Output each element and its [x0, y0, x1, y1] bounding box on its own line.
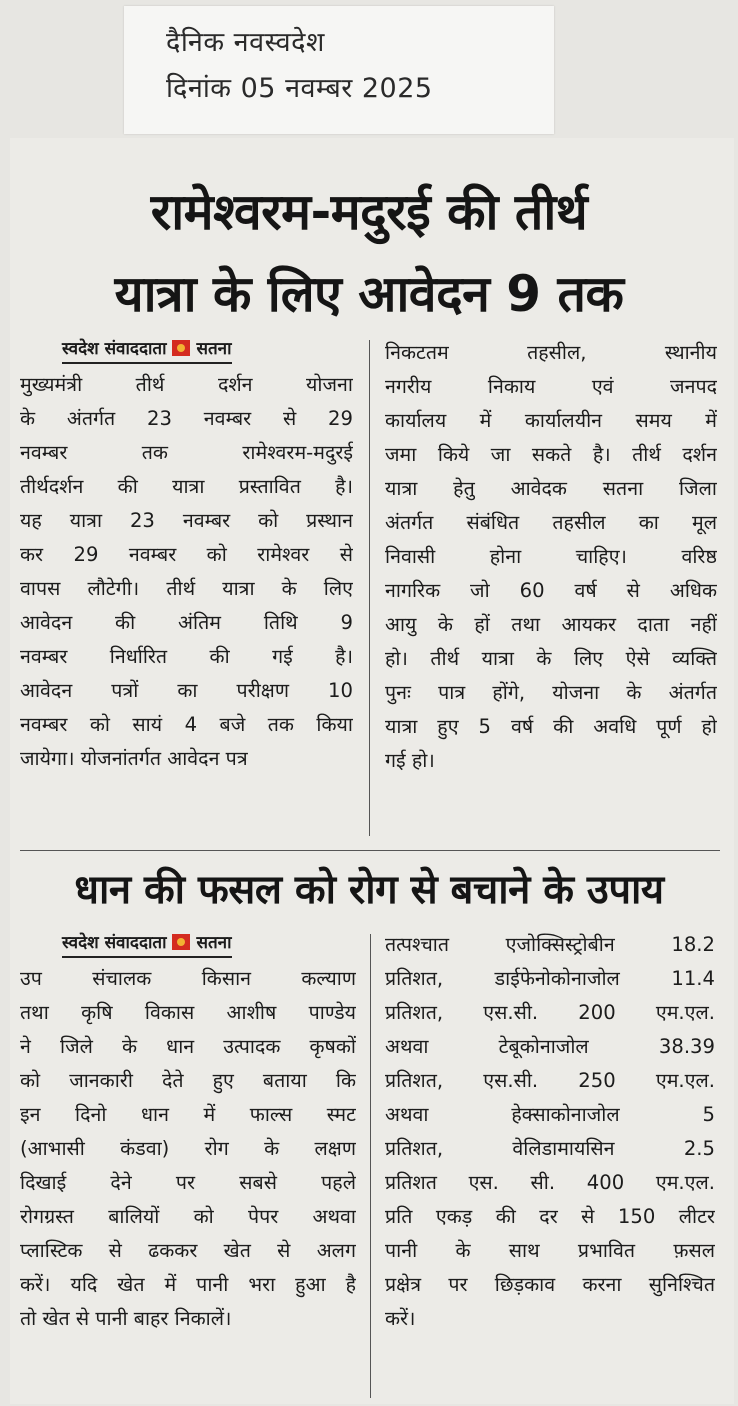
text-line: गई हो।	[385, 749, 435, 772]
text-line: वापस लौटेगी। तीर्थ यात्रा के लिए	[20, 577, 353, 600]
text-line: (आभासी कंडवा) रोग के लक्षण	[20, 1137, 356, 1160]
text-line: प्रतिशत, एस.सी. 250 एम.एल.	[385, 1069, 715, 1092]
article-separator	[20, 850, 720, 851]
text-line: हो। तीर्थ यात्रा के लिए ऐसे व्यक्ति	[385, 647, 717, 670]
text-line: आवेदन की अंतिम तिथि 9	[20, 611, 353, 634]
text-line: को जानकारी देते हुए बताया कि	[20, 1069, 356, 1092]
text-line: दिखाई देने पर सबसे पहले	[20, 1171, 356, 1194]
text-line: तथा कृषि विकास आशीष पाण्डेय	[20, 1001, 356, 1024]
text-line: आवेदन पत्रों का परीक्षण 10	[20, 679, 353, 702]
text-line: प्लास्टिक से ढककर खेत से अलग	[20, 1239, 356, 1262]
text-line: प्रतिशत, वेलिडामायसिन 2.5	[385, 1137, 715, 1160]
text-line: प्रतिशत, डाईफेनोकोनाजोल 11.4	[385, 967, 715, 990]
text-line: पानी के साथ प्रभावित फ़सल	[385, 1239, 715, 1262]
text-line: अथवा हेक्साकोनाजोल 5	[385, 1103, 715, 1126]
text-line: करें। यदि खेत में पानी भरा हुआ है	[20, 1273, 356, 1296]
article2-right-column	[385, 928, 715, 1336]
article2-byline	[62, 930, 232, 958]
text-line: नगरीय निकाय एवं जनपद	[385, 375, 717, 398]
text-line: यात्रा हेतु आवेदक सतना जिला	[385, 477, 717, 500]
text-line: निकटतम तहसील, स्थानीय	[385, 341, 717, 364]
text-line: नवम्बर को सायं 4 बजे तक किया	[20, 713, 353, 736]
article1-headline-line2: यात्रा के लिए आवेदन 9 तक	[114, 265, 624, 323]
article1-left-column	[20, 368, 353, 776]
article1-headline-line1: रामेश्वरम-मदुरई की तीर्थ	[150, 183, 588, 241]
text-line: मुख्यमंत्री तीर्थ दर्शन योजना	[20, 373, 353, 396]
text-line: अथवा टेबूकोनाजोल 38.39	[385, 1035, 715, 1058]
article1-byline	[62, 336, 232, 364]
column-divider	[370, 934, 371, 1398]
newspaper-name: दैनिक नवस्वदेश	[166, 27, 325, 58]
article1-right-column	[385, 336, 717, 778]
text-line: जायेगा। योजनांतर्गत आवेदन पत्र	[20, 747, 248, 770]
masthead-slip	[124, 6, 554, 134]
publication-date: दिनांक 05 नवम्बर 2025	[166, 73, 433, 104]
text-line: के अंतर्गत 23 नवम्बर से 29	[20, 407, 353, 430]
text-line: प्रति एकड़ की दर से 150 लीटर	[385, 1205, 715, 1228]
text-line: इन दिनो धान में फाल्स स्मट	[20, 1103, 356, 1126]
byline-reporter: स्वदेश संवाददाता	[62, 933, 167, 953]
text-line: यह यात्रा 23 नवम्बर को प्रस्थान	[20, 509, 353, 532]
text-line: नागरिक जो 60 वर्ष से अधिक	[385, 579, 717, 602]
text-line: ने जिले के धान उत्पादक कृषकों	[20, 1035, 356, 1058]
text-line: तो खेत से पानी बाहर निकालें।	[20, 1307, 232, 1330]
text-line: पुनः पात्र होंगे, योजना के अंतर्गत	[385, 681, 717, 704]
text-line: कार्यालय में कार्यालयीन समय में	[385, 409, 717, 432]
text-line: यात्रा हुए 5 वर्ष की अवधि पूर्ण हो	[385, 715, 717, 738]
article2-headline: धान की फसल को रोग से बचाने के उपाय	[74, 867, 664, 913]
text-line: नवम्बर तक रामेश्वरम-मदुरई	[20, 441, 353, 464]
text-line: आयु के हों तथा आयकर दाता नहीं	[385, 613, 717, 636]
text-line: तत्पश्चात एजोक्सिस्ट्रोबीन 18.2	[385, 933, 715, 956]
text-line: नवम्बर निर्धारित की गई है।	[20, 645, 353, 668]
text-line: कर 29 नवम्बर को रामेश्वर से	[20, 543, 353, 566]
text-line: प्रतिशत, एस.सी. 200 एम.एल.	[385, 1001, 715, 1024]
text-line: प्रतिशत एस. सी. 400 एम.एल.	[385, 1171, 715, 1194]
text-line: जमा किये जा सकते है। तीर्थ दर्शन	[385, 443, 717, 466]
article2-left-column	[20, 962, 356, 1336]
byline-place: सतना	[196, 933, 232, 953]
flag-icon	[172, 340, 190, 356]
column-divider	[369, 340, 370, 836]
text-line: अंतर्गत संबंधित तहसील का मूल	[385, 511, 717, 534]
text-line: तीर्थदर्शन की यात्रा प्रस्तावित है।	[20, 475, 353, 498]
text-line: निवासी होना चाहिए। वरिष्ठ	[385, 545, 717, 568]
byline-place: सतना	[196, 339, 232, 359]
text-line: प्रक्षेत्र पर छिड़काव करना सुनिश्चित	[385, 1273, 715, 1296]
text-line: करें।	[385, 1307, 416, 1330]
text-line: उप संचालक किसान कल्याण	[20, 967, 356, 990]
flag-icon	[172, 934, 190, 950]
byline-reporter: स्वदेश संवाददाता	[62, 339, 167, 359]
text-line: रोगग्रस्त बालियों को पेपर अथवा	[20, 1205, 356, 1228]
